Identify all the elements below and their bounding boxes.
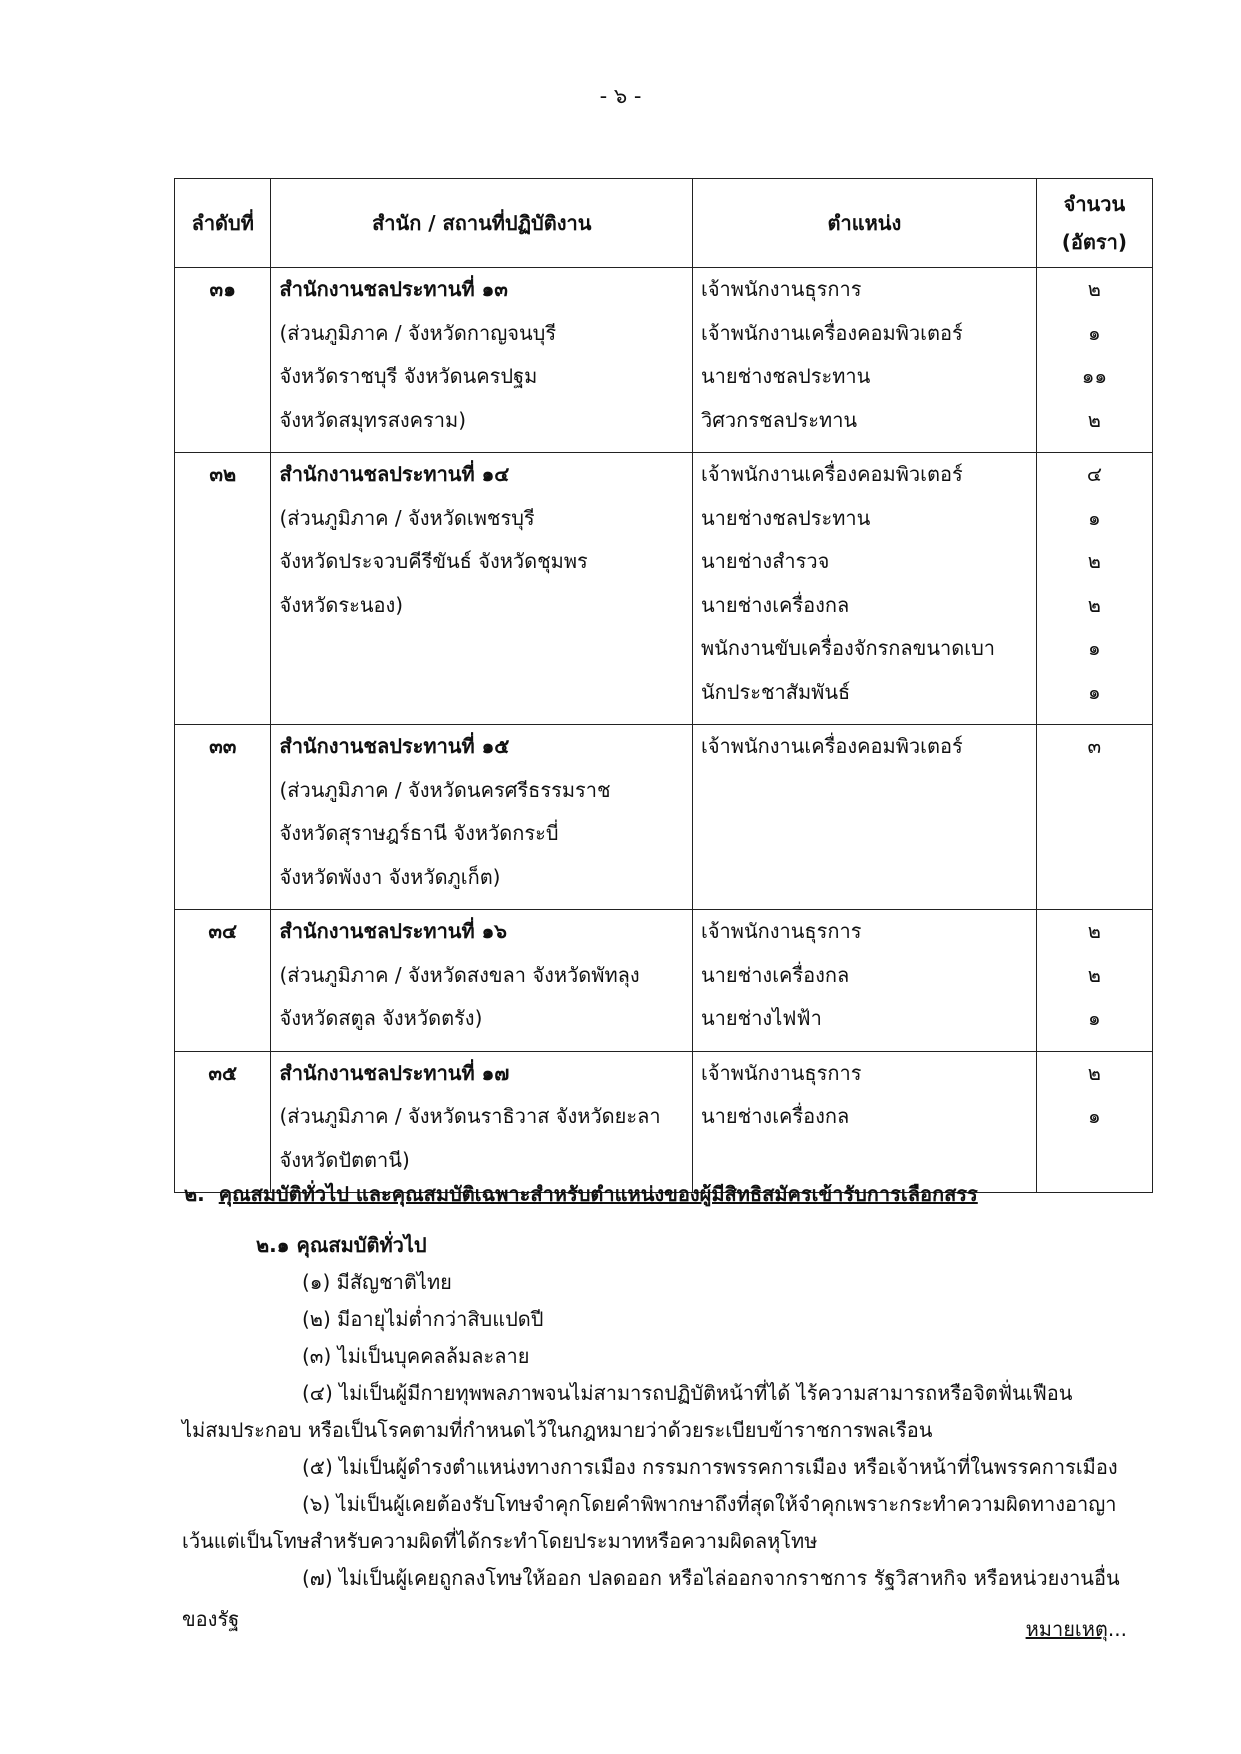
row-number-text: ๓๒ <box>209 462 237 486</box>
position-title: นายช่างสำรวจ <box>701 549 830 573</box>
office-location-line: จังหวัดปัตตานี) <box>279 1147 410 1172</box>
count-cell <box>1036 910 1152 1052</box>
position-count: ๒ <box>1087 962 1101 987</box>
position-cell <box>693 268 1037 453</box>
qualification-item-continued: ของรัฐ <box>182 1607 240 1631</box>
position-title: นายช่างชลประทาน <box>701 364 871 388</box>
office-cell <box>271 910 693 1052</box>
qualification-item: (๒) มีอายุไม่ต่ำกว่าสิบแปดปี <box>302 1307 544 1331</box>
position-title: นักประชาสัมพันธ์ <box>701 679 851 704</box>
position-count: ๒ <box>1087 277 1101 301</box>
qualification-item: (๕) ไม่เป็นผู้ดำรงตำแหน่งทางการเมือง กรรมการพรรคการเมือง หรือเจ้าหน้าที่ในพรรคการเมือง <box>302 1455 1118 1479</box>
position-title: นายช่างเครื่องกล <box>701 962 850 987</box>
footnote-ellipsis: ... <box>1107 1617 1127 1641</box>
position-title: เจ้าพนักงานเครื่องคอมพิวเตอร์ <box>701 462 963 486</box>
office-name: สำนักงานชลประทานที่ ๑๕ <box>279 734 510 758</box>
section-heading <box>184 1178 978 1210</box>
qualification-item-continued: ไม่สมประกอบ หรือเป็นโรคตามที่กำหนดไว้ในกฎหมายว่าด้วยระเบียบข้าราชการพลเรือน <box>182 1418 933 1442</box>
header-count-line1: จำนวน <box>1063 192 1126 216</box>
position-count: ๒ <box>1087 592 1101 617</box>
row-number-text: ๓๑ <box>209 277 236 301</box>
header-no: ลำดับที่ <box>175 179 271 268</box>
table-row <box>175 268 1153 453</box>
position-title: เจ้าพนักงานธุรการ <box>701 1060 862 1085</box>
table-header-row <box>175 179 1153 268</box>
office-name: สำนักงานชลประทานที่ ๑๓ <box>279 277 508 301</box>
count-cell <box>1036 1051 1152 1193</box>
table-row <box>175 910 1153 1052</box>
qualification-item-continued: เว้นแต่เป็นโทษสำหรับความผิดที่ได้กระทำโดยประมาทหรือความผิดลหุโทษ <box>182 1529 818 1553</box>
footnote <box>1026 1613 1127 1645</box>
page-number: - ๖ - <box>599 84 642 108</box>
header-office: สำนัก / สถานที่ปฏิบัติงาน <box>271 179 693 268</box>
office-location-line: (ส่วนภูมิภาค / จังหวัดนราธิวาส จังหวัดยะลา <box>279 1104 661 1128</box>
office-cell <box>271 268 693 453</box>
qualification-item: (๖) ไม่เป็นผู้เคยต้องรับโทษจำคุกโดยคำพิพากษาถึงที่สุดให้จำคุกเพราะกระทำความผิดทางอาญา <box>302 1492 1117 1516</box>
table-row <box>175 1051 1153 1193</box>
position-count: ๑๑ <box>1081 364 1108 388</box>
row-number-text: ๓๓ <box>209 734 237 758</box>
office-location-line: จังหวัดสมุทรสงคราม) <box>279 407 466 432</box>
table-row <box>175 453 1153 725</box>
office-location-line: (ส่วนภูมิภาค / จังหวัดนครศรีธรรมราช <box>279 777 611 802</box>
office-location-line: จังหวัดสตูล จังหวัดตรัง) <box>279 1006 483 1030</box>
position-title: นายช่างเครื่องกล <box>701 1104 850 1128</box>
office-location-line: จังหวัดราชบุรี จังหวัดนครปฐม <box>279 364 538 388</box>
position-count: ๑ <box>1088 636 1101 660</box>
row-number <box>175 268 271 453</box>
position-count: ๑ <box>1088 679 1101 704</box>
qualification-item: (๔) ไม่เป็นผู้มีกายทุพพลภาพจนไม่สามารถปฏิบัติหน้าที่ได้ ไร้ความสามารถหรือจิตฟั่นเฟือน <box>302 1381 1073 1405</box>
position-title: พนักงานขับเครื่องจักรกลขนาดเบา <box>701 636 995 660</box>
header-count <box>1036 179 1152 268</box>
qualification-item: (๑) มีสัญชาติไทย <box>302 1270 452 1294</box>
position-cell <box>693 910 1037 1052</box>
position-title: นายช่างเครื่องกล <box>701 592 850 617</box>
office-location-line: จังหวัดสุราษฎร์ธานี จังหวัดกระบี่ <box>279 821 559 845</box>
position-cell <box>693 1051 1037 1193</box>
position-count: ๒ <box>1087 549 1101 573</box>
position-count: ๒ <box>1087 407 1101 432</box>
position-title: เจ้าพนักงานเครื่องคอมพิวเตอร์ <box>701 734 963 758</box>
count-cell <box>1036 725 1152 910</box>
office-location-line: (ส่วนภูมิภาค / จังหวัดเพชรบุรี <box>279 505 535 530</box>
position-cell <box>693 453 1037 725</box>
office-location-line: จังหวัดระนอง) <box>279 592 404 617</box>
position-title: นายช่างไฟฟ้า <box>701 1006 822 1030</box>
office-name: สำนักงานชลประทานที่ ๑๔ <box>279 462 510 486</box>
section-number: ๒. <box>184 1182 205 1206</box>
header-count-line2: (อัตรา) <box>1061 230 1128 254</box>
position-title: เจ้าพนักงานเครื่องคอมพิวเตอร์ <box>701 320 963 345</box>
position-count: ๑ <box>1088 505 1101 530</box>
position-title: นายช่างชลประทาน <box>701 505 871 530</box>
table-row <box>175 725 1153 910</box>
table-body <box>175 268 1153 1193</box>
office-location-line: จังหวัดประจวบคีรีขันธ์ จังหวัดชุมพร <box>279 549 588 573</box>
count-cell <box>1036 268 1152 453</box>
office-cell <box>271 725 693 910</box>
row-number <box>175 1051 271 1193</box>
office-cell <box>271 1051 693 1193</box>
position-title: เจ้าพนักงานธุรการ <box>701 277 862 301</box>
section-title: คุณสมบัติทั่วไป และคุณสมบัติเฉพาะสำหรับตำแหน่งของผู้มีสิทธิสมัครเข้ารับการเลือกสรร <box>218 1182 978 1206</box>
row-number-text: ๓๕ <box>208 1060 238 1085</box>
row-number <box>175 725 271 910</box>
footnote-label: หมายเหตุ <box>1025 1617 1108 1641</box>
office-name: สำนักงานชลประทานที่ ๑๖ <box>279 919 508 943</box>
row-number <box>175 453 271 725</box>
position-count: ๑ <box>1088 1006 1101 1030</box>
position-count: ๒ <box>1087 1060 1101 1085</box>
positions-table <box>174 178 1153 1193</box>
position-cell <box>693 725 1037 910</box>
position-count: ๑ <box>1088 1104 1101 1128</box>
subsection-heading: ๒.๑ คุณสมบัติทั่วไป <box>256 1233 427 1257</box>
position-count: ๔ <box>1086 462 1102 486</box>
office-location-line: (ส่วนภูมิภาค / จังหวัดสงขลา จังหวัดพัทลุง <box>279 962 640 987</box>
position-title: วิศวกรชลประทาน <box>701 407 858 432</box>
qualification-item: (๓) ไม่เป็นบุคคลล้มละลาย <box>302 1344 530 1368</box>
office-cell <box>271 453 693 725</box>
position-count: ๒ <box>1087 919 1101 943</box>
office-location-line: (ส่วนภูมิภาค / จังหวัดกาญจนบุรี <box>279 320 557 345</box>
position-count: ๓ <box>1087 734 1102 758</box>
count-cell <box>1036 453 1152 725</box>
header-position: ตำแหน่ง <box>693 179 1037 268</box>
position-title: เจ้าพนักงานธุรการ <box>701 919 862 943</box>
position-count: ๑ <box>1088 320 1101 345</box>
qualification-item: (๗) ไม่เป็นผู้เคยถูกลงโทษให้ออก ปลดออก หรือไล่ออกจากราชการ รัฐวิสาหกิจ หรือหน่วยงานอื่น <box>302 1566 1120 1590</box>
office-location-line: จังหวัดพังงา จังหวัดภูเก็ต) <box>279 864 501 889</box>
row-number-text: ๓๔ <box>208 919 238 943</box>
row-number <box>175 910 271 1052</box>
office-name: สำนักงานชลประทานที่ ๑๗ <box>279 1060 510 1085</box>
